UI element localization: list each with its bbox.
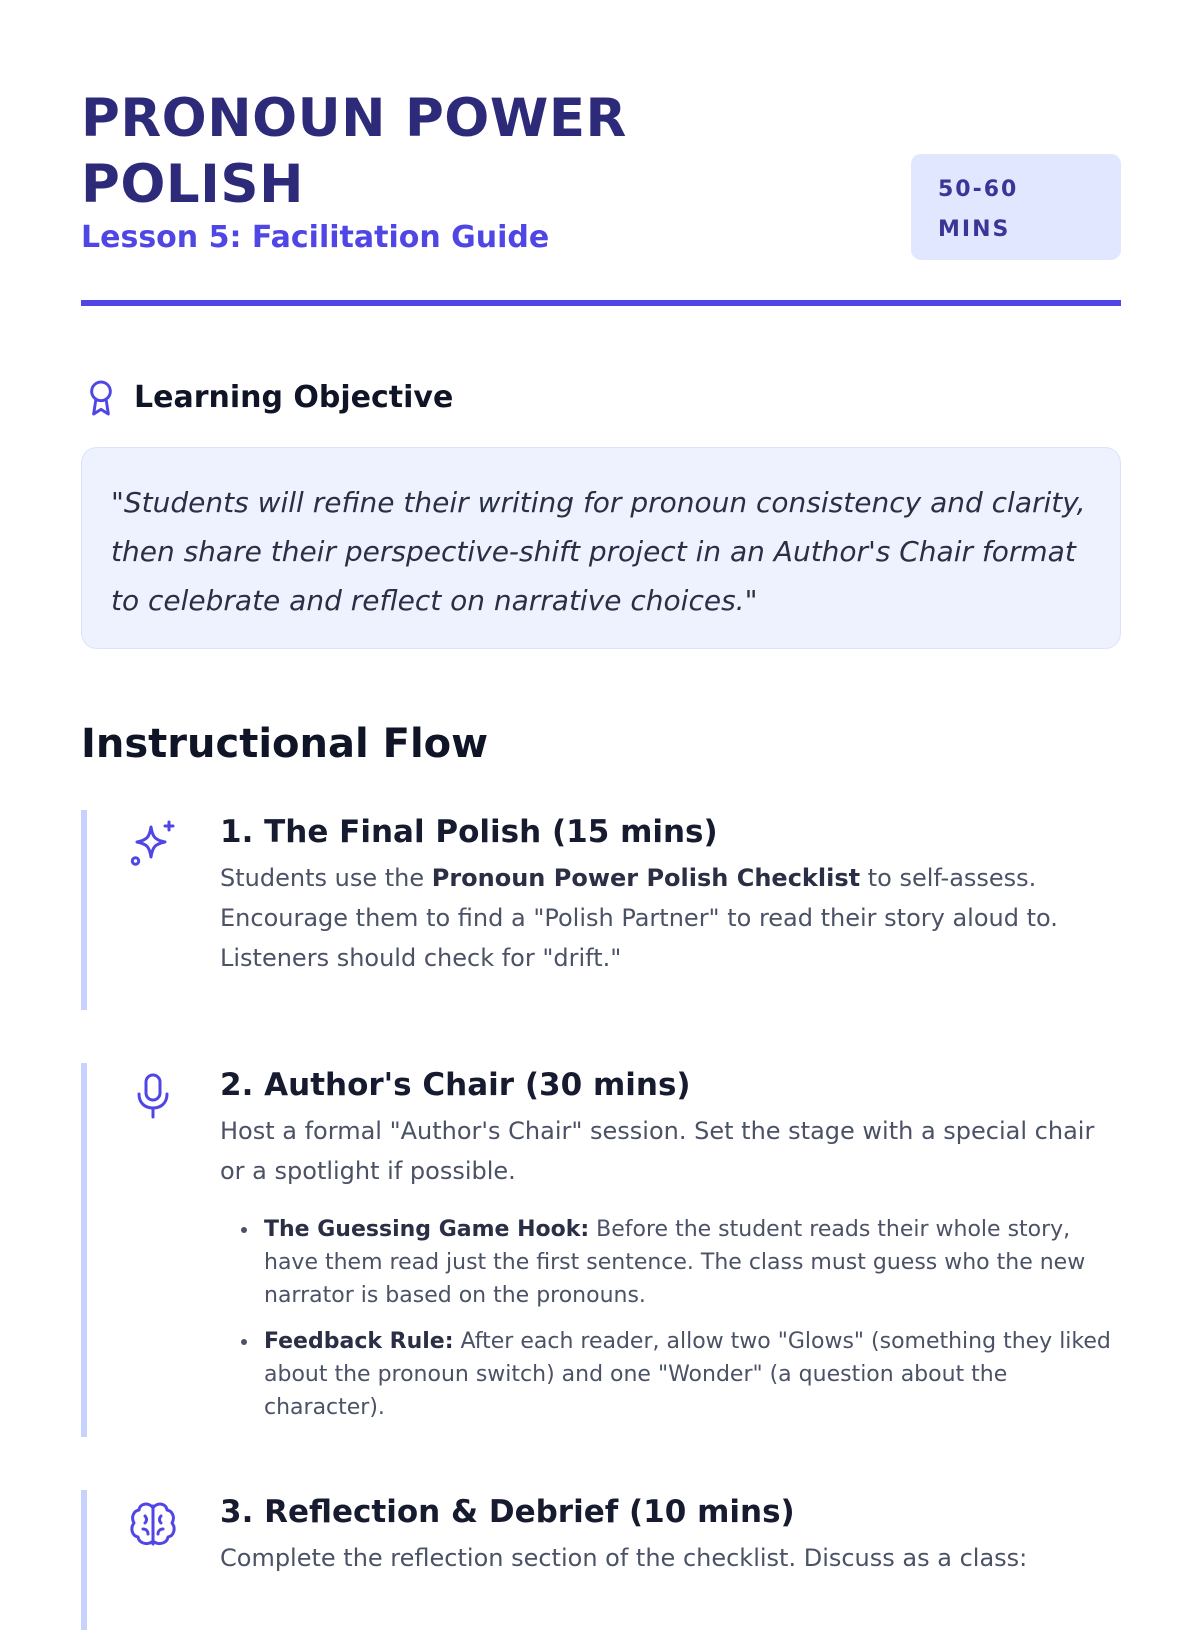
bullet-label: Feedback Rule: <box>264 1329 454 1354</box>
microphone-icon <box>127 1071 179 1123</box>
award-ribbon-icon <box>85 379 117 417</box>
header-divider <box>81 300 1121 306</box>
flow-step <box>81 1490 1121 1630</box>
step-description-text: to self-assess. Encourage them to find a "Polish Partner" to read their story aloud to. Listeners should check for "drift." <box>220 864 1058 972</box>
duration-badge <box>911 154 1121 260</box>
duration-unit: MINS <box>938 217 1011 242</box>
checklist-name: Pronoun Power Polish Checklist <box>431 864 861 892</box>
step-body <box>220 1490 1120 1578</box>
lesson-subtitle: Lesson 5: Facilitation Guide <box>81 220 550 255</box>
lesson-title: PRONOUN POWER POLISH <box>81 88 627 215</box>
lesson-header <box>81 86 1121 266</box>
step-title: 3. Reflection & Debrief (10 mins) <box>220 1494 795 1530</box>
flow-heading: Instructional Flow <box>81 721 489 767</box>
list-item <box>260 1213 1120 1312</box>
list-item <box>260 1325 1120 1424</box>
step-body <box>220 1063 1120 1437</box>
step-bullet-list <box>220 1213 1120 1424</box>
step-title: 1. The Final Polish (15 mins) <box>220 814 718 850</box>
step-description-text: Students use the <box>220 864 432 892</box>
sparkles-icon <box>127 818 179 870</box>
step-description <box>220 858 1120 978</box>
objective-heading: Learning Objective <box>134 380 454 415</box>
brain-icon <box>127 1498 179 1550</box>
duration-value: 50-60 <box>938 177 1019 202</box>
objective-text: "Students will refine their writing for pronoun consistency and clarity, then share their perspective-shift project in an Author's Chair format to celebrate and reflect on narrative choices." <box>111 486 1086 617</box>
bullet-text: After each reader, allow two "Glows" (something they liked about the pronoun switch) and one "Wonder" (a question about the character). <box>264 1329 1111 1420</box>
step-body <box>220 810 1120 978</box>
flow-step <box>81 1063 1121 1437</box>
flow-step <box>81 810 1121 1010</box>
step-description: Complete the reflection section of the checklist. Discuss as a class: <box>220 1544 1028 1572</box>
step-title: 2. Author's Chair (30 mins) <box>220 1067 691 1103</box>
objective-card <box>81 447 1121 649</box>
bullet-label: The Guessing Game Hook: <box>264 1217 590 1242</box>
bullet-text: Before the student reads their whole story, have them read just the first sentence. The class must guess who the new narrator is based on the pronouns. <box>264 1217 1086 1308</box>
step-description: Host a formal "Author's Chair" session. Set the stage with a special chair or a spotlight if possible. <box>220 1117 1095 1185</box>
